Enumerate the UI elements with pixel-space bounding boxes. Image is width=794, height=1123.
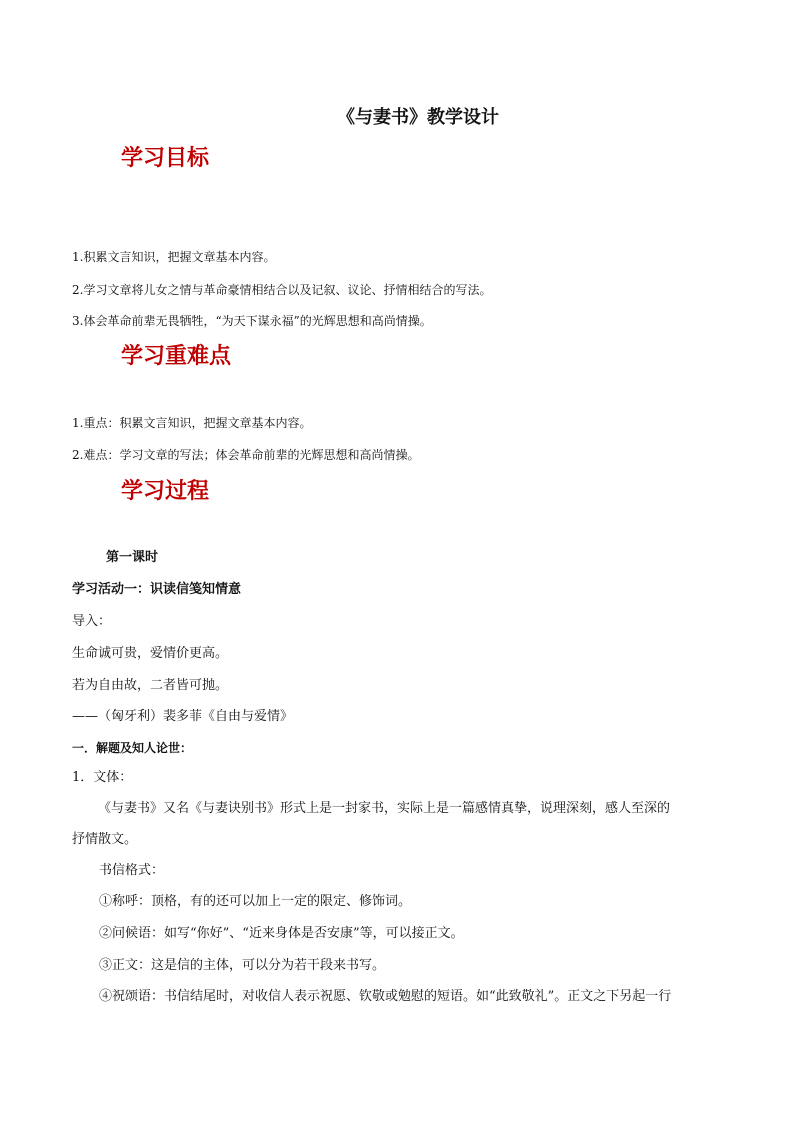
section-heading-goals: 学习目标 (121, 146, 210, 171)
part-one-heading: 一．解题及知人论世： (72, 741, 193, 755)
format-item-1: ①称呼：顶格，有的还可以加上一定的限定、修饰词。 (99, 894, 412, 909)
goal-item-2: 2.学习文章将儿女之情与革命豪情相结合以及记叙、议论、抒情相结合的写法。 (72, 283, 492, 297)
goal-item-1: 1.积累文言知识，把握文章基本内容。 (72, 250, 276, 264)
keypoint-item-1: 1.重点：积累文言知识，把握文章基本内容。 (72, 416, 312, 430)
format-label: 书信格式： (99, 863, 165, 878)
intro-label: 导入： (72, 614, 112, 629)
paragraph-line: 《与妻书》又名《与妻诀别书》形式上是一封家书，实际上是一篇感情真挚，说理深刻，感人至深的 (98, 801, 671, 816)
lesson-label: 第一课时 (106, 550, 159, 565)
paragraph-line: 抒情散文。 (72, 832, 138, 847)
format-item-4: ④祝颂语：书信结尾时，对收信人表示祝愿、钦敬或勉慰的短语。如“此致敬礼”。正文之下另起一行 (99, 989, 672, 1004)
poem-line-1: 生命诚可贵，爱情价更高。 (72, 646, 229, 661)
section-heading-keypoints: 学习重难点 (121, 344, 232, 369)
page-title: 《与妻书》教学设计 (337, 107, 499, 128)
activity-heading: 学习活动一：识读信笺知情意 (72, 582, 242, 597)
goal-item-3: 3.体会革命前辈无畏牺牲，“为天下谋永福”的光辉思想和高尚情操。 (72, 314, 432, 328)
format-item-3: ③正文：这是信的主体，可以分为若干段来书写。 (99, 958, 386, 973)
style-label: 1．文体： (72, 770, 133, 785)
poem-source: ——（匈牙利）裴多菲《自由与爱情》 (72, 709, 294, 724)
keypoint-item-2: 2.难点：学习文章的写法；体会革命前辈的光辉思想和高尚情操。 (72, 448, 420, 462)
section-heading-process: 学习过程 (121, 479, 210, 504)
format-item-2: ②问候语：如写“你好”、“近来身体是否安康”等，可以接正文。 (99, 926, 464, 941)
poem-line-2: 若为自由故，二者皆可抛。 (72, 678, 229, 693)
